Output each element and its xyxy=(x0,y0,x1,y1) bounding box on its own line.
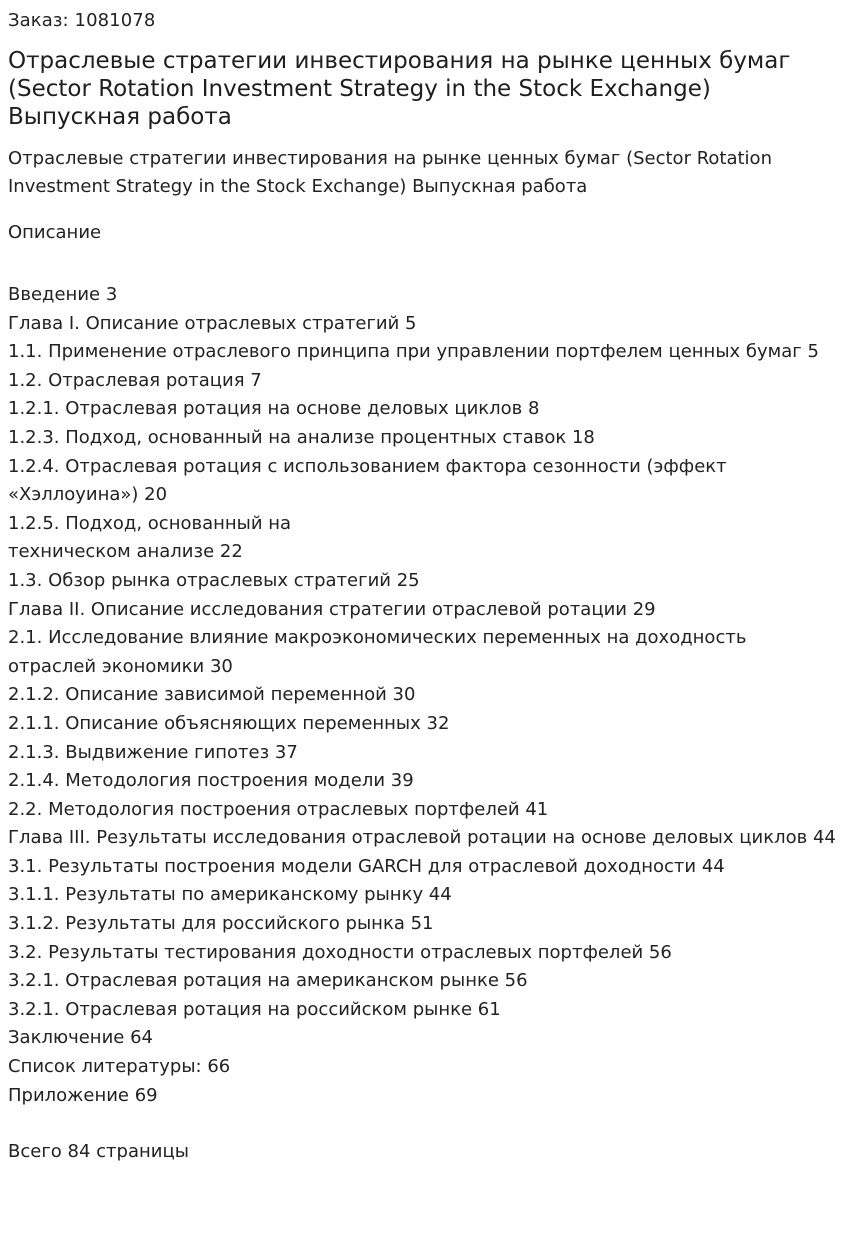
toc-item: 1.2.1. Отраслевая ротация на основе деловых циклов 8 xyxy=(8,398,540,420)
toc-item: 3.1.1. Результаты по американскому рынку 44 xyxy=(8,884,452,906)
toc-item: 3.2.1. Отраслевая ротация на российском рынке 61 xyxy=(8,998,501,1020)
toc-item: Заключение 64 xyxy=(8,1027,153,1049)
toc-item: 1.2.4. Отраслевая ротация с использованием фактора сезонности (эффект «Хэллоуина») 20 xyxy=(8,455,727,506)
toc-item: Глава I. Описание отраслевых стратегий 5 xyxy=(8,312,417,334)
title-line: Отраслевые стратегии инвестирования на рынке ценных бумаг xyxy=(8,48,791,74)
toc-item: Приложение 69 xyxy=(8,1084,158,1106)
toc-item: 3.1. Результаты построения модели GARCH для отраслевой доходности 44 xyxy=(8,855,725,877)
table-of-contents xyxy=(8,281,839,1110)
toc-item: 1.2.5. Подход, основанный на xyxy=(8,512,292,534)
toc-item: Глава III. Результаты исследования отраслевой ротации на основе деловых циклов 44 xyxy=(8,827,836,849)
title-line: Выпускная работа xyxy=(8,104,232,130)
toc-item: 1.1. Применение отраслевого принципа при управлении портфелем ценных бумаг 5 xyxy=(8,341,819,363)
order-number: Заказ: 1081078 xyxy=(8,10,156,31)
toc-item: техническом анализе 22 xyxy=(8,541,243,563)
toc-item: 3.2.1. Отраслевая ротация на американском рынке 56 xyxy=(8,970,528,992)
toc-item: 2.1. Исследование влияние макроэкономических переменных на доходность отраслей экономики 30 xyxy=(8,627,747,677)
toc-item: 1.2.3. Подход, основанный на анализе процентных ставок 18 xyxy=(8,426,595,448)
toc-item: 2.1.3. Выдвижение гипотез 37 xyxy=(8,741,298,763)
toc-item: 2.1.2. Описание зависимой переменной 30 xyxy=(8,684,416,706)
toc-item: Введение 3 xyxy=(8,284,118,305)
toc-item: 3.2. Результаты тестирования доходности отраслевых портфелей 56 xyxy=(8,941,672,963)
page-count: Всего 84 страницы xyxy=(8,1141,189,1163)
page-title xyxy=(8,47,839,131)
toc-item: 2.1.4. Методология построения модели 39 xyxy=(8,770,414,792)
toc-item: 3.1.2. Результаты для российского рынка 51 xyxy=(8,913,434,935)
subtitle: Отраслевые стратегии инвестирования на рынке ценных бумаг (Sector Rotation Investment Strategy in the Stock Exchange) Выпускная работа xyxy=(8,148,772,197)
toc-item: 2.2. Методология построения отраслевых портфелей 41 xyxy=(8,798,549,820)
toc-item: Глава II. Описание исследования стратегии отраслевой ротации 29 xyxy=(8,598,656,620)
toc-item: 1.2. Отраслевая ротация 7 xyxy=(8,369,262,391)
toc-item: 2.1.1. Описание объясняющих переменных 32 xyxy=(8,712,450,734)
description-heading: Описание xyxy=(8,222,102,243)
toc-item: Список литературы: 66 xyxy=(8,1056,231,1078)
toc-item: 1.3. Обзор рынка отраслевых стратегий 25 xyxy=(8,569,420,591)
title-line: (Sector Rotation Investment Strategy in the Stock Exchange) xyxy=(8,76,711,102)
